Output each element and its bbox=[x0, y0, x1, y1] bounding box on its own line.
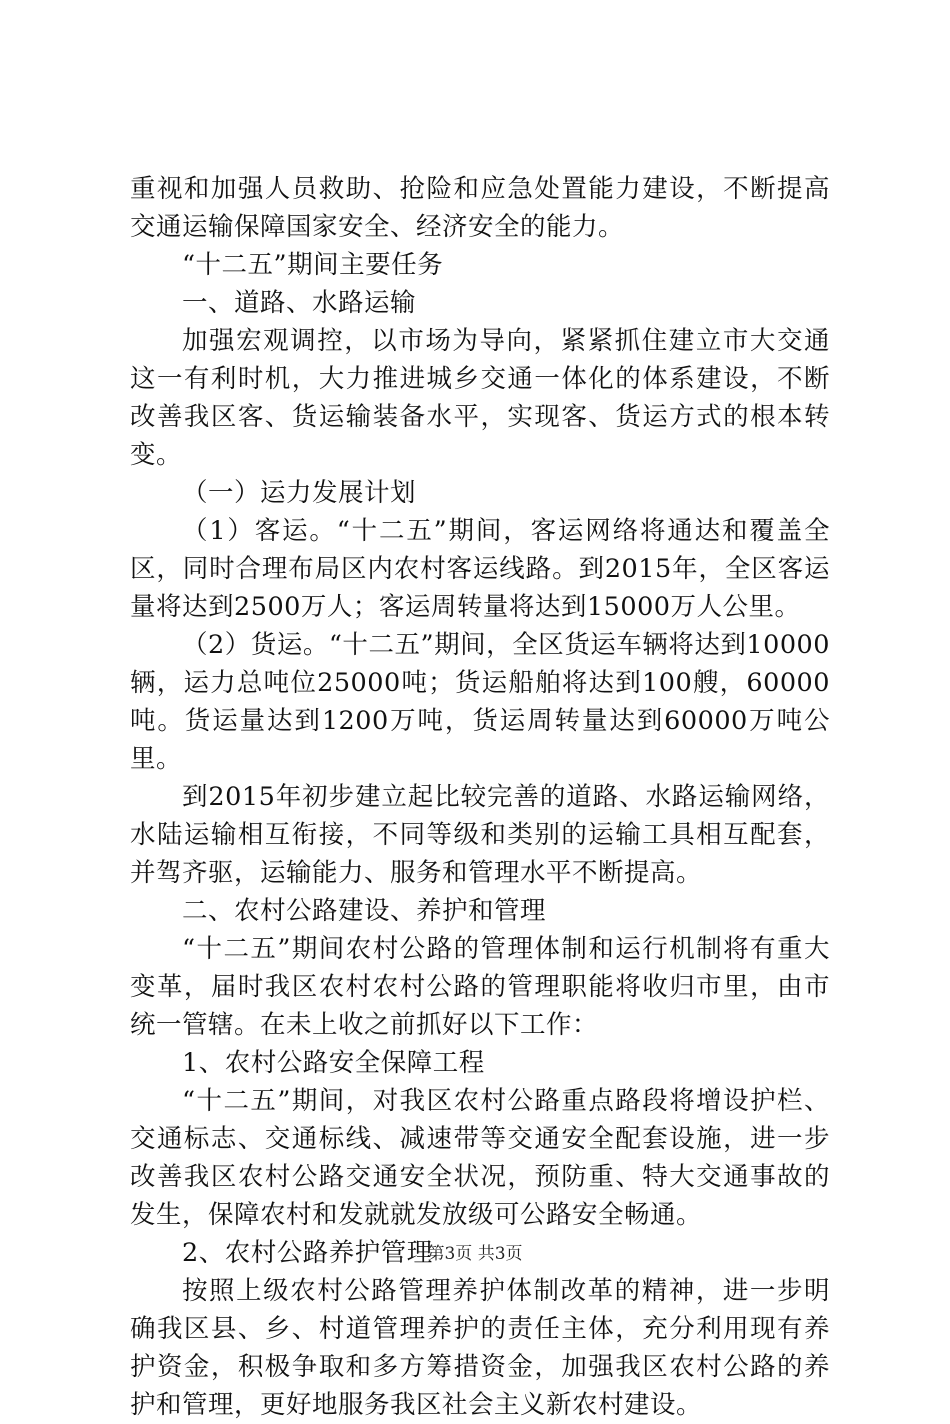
paragraph-macro-control: 加强宏观调控，以市场为导向，紧紧抓住建立市大交通这一有利时机，大力推进城乡交通一体化的体系建设，不断改善我区客、货运输装备水平，实现客、货运方式的根本转变。 bbox=[130, 326, 830, 470]
heading-main-tasks: “十二五”期间主要任务 bbox=[182, 250, 444, 280]
heading-safety-project: 1、农村公路安全保障工程 bbox=[182, 1048, 485, 1078]
paragraph-management-reform: “十二五”期间农村公路的管理体制和运行机制将有重大变革，届时我区农村农村公路的管理职能将收归市里，由市统一管辖。在未上收之前抓好以下工作： bbox=[130, 934, 830, 1040]
paragraph-maintenance-reform: 按照上级农村公路管理养护体制改革的精神，进一步明确我区县、乡、村道管理养护的责任主体，充分利用现有养护资金，积极争取和多方筹措资金，加强我区农村公路的养护和管理，更好地服务我区社会主义新农村建设。 bbox=[130, 1276, 830, 1420]
heading-road-maintenance: 2、农村公路养护管理 bbox=[182, 1238, 433, 1268]
heading-road-water-transport: 一、道路、水路运输 bbox=[182, 288, 417, 318]
page-footer: 第3页 共3页 bbox=[427, 1244, 523, 1264]
heading-rural-roads: 二、农村公路建设、养护和管理 bbox=[182, 896, 547, 926]
paragraph-passenger-transport: （1）客运。“十二五”期间，客运网络将通达和覆盖全区，同时合理布局区内农村客运线路。到2015年，全区客运量将达到2500万人；客运周转量将达到15000万人公里。 bbox=[130, 516, 830, 622]
document-body bbox=[130, 170, 830, 1424]
heading-capacity-plan: （一）运力发展计划 bbox=[182, 478, 417, 508]
paragraph-2015-network: 到2015年初步建立起比较完善的道路、水路运输网络，水陆运输相互衔接，不同等级和类别的运输工具相互配套，并驾齐驱，运输能力、服务和管理水平不断提高。 bbox=[130, 782, 830, 888]
paragraph-safety-facilities: “十二五”期间，对我区农村公路重点路段将增设护栏、交通标志、交通标线、减速带等交通安全配套设施，进一步改善我区农村公路交通安全状况，预防重、特大交通事故的发生，保障农村和发就就发放级可公路安全畅通。 bbox=[130, 1086, 830, 1230]
paragraph-freight-transport: （2）货运。“十二五”期间，全区货运车辆将达到10000辆，运力总吨位25000吨；货运船舶将达到100艘，60000吨。货运量达到1200万吨，货运周转量达到60000万吨公里。 bbox=[130, 630, 830, 774]
paragraph-intro-continuation: 重视和加强人员救助、抢险和应急处置能力建设，不断提高交通运输保障国家安全、经济安全的能力。 bbox=[130, 174, 830, 242]
